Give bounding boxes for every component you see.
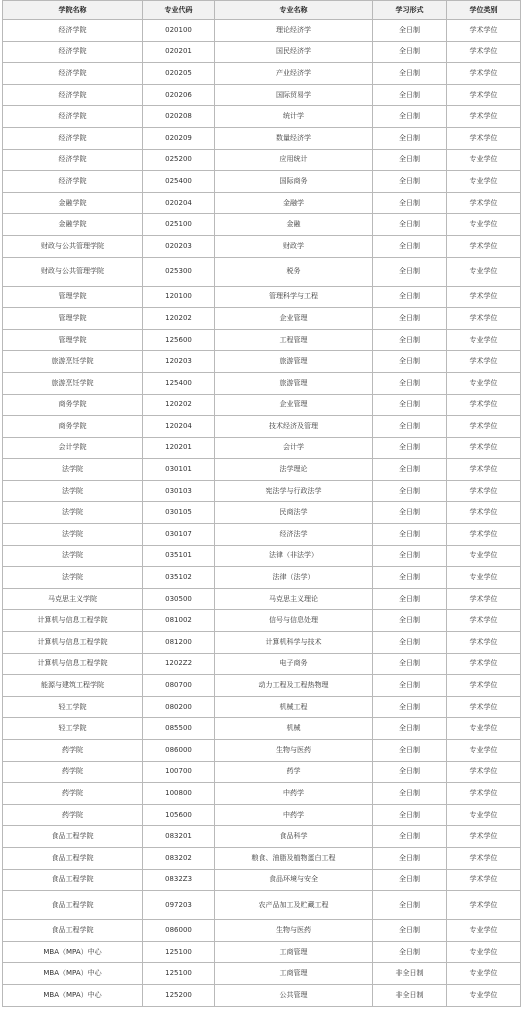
table-row — [3, 171, 521, 193]
study-mode-cell: 全日制 — [373, 20, 447, 42]
major-code-cell: 020203 — [143, 235, 215, 257]
degree-type-header: 学位类别 — [447, 1, 521, 20]
major-name-cell: 国际商务 — [215, 171, 373, 193]
table-row — [3, 826, 521, 848]
study-mode-cell: 全日制 — [373, 84, 447, 106]
table-row — [3, 41, 521, 63]
study-mode-cell: 全日制 — [373, 545, 447, 567]
study-mode-cell: 全日制 — [373, 920, 447, 942]
table-row — [3, 545, 521, 567]
major-name-cell: 农产品加工及贮藏工程 — [215, 891, 373, 920]
major-name-cell: 中药学 — [215, 804, 373, 826]
table-row — [3, 653, 521, 675]
college-cell: 财政与公共管理学院 — [3, 235, 143, 257]
major-code-cell: 080200 — [143, 696, 215, 718]
table-row — [3, 127, 521, 149]
college-cell: 管理学院 — [3, 329, 143, 351]
major-code-cell: 083202 — [143, 847, 215, 869]
major-name-cell: 技术经济及管理 — [215, 416, 373, 438]
study-mode-cell: 全日制 — [373, 524, 447, 546]
degree-type-cell: 专业学位 — [447, 214, 521, 236]
degree-type-cell: 学术学位 — [447, 106, 521, 128]
major-code-cell: 125200 — [143, 984, 215, 1006]
major-code-cell: 020206 — [143, 84, 215, 106]
major-code-cell: 086000 — [143, 920, 215, 942]
degree-type-cell: 学术学位 — [447, 653, 521, 675]
major-code-cell: 020100 — [143, 20, 215, 42]
study-mode-cell: 全日制 — [373, 567, 447, 589]
study-mode-cell: 全日制 — [373, 459, 447, 481]
table-row — [3, 416, 521, 438]
degree-type-cell: 学术学位 — [447, 84, 521, 106]
college-cell: MBA（MPA）中心 — [3, 963, 143, 985]
study-mode-cell: 全日制 — [373, 192, 447, 214]
college-cell: 食品工程学院 — [3, 847, 143, 869]
major-code-cell: 020205 — [143, 63, 215, 85]
major-name-cell: 中药学 — [215, 783, 373, 805]
study-mode-header: 学习形式 — [373, 1, 447, 20]
major-code-cell: 100700 — [143, 761, 215, 783]
table-row — [3, 459, 521, 481]
major-code-cell: 0832Z3 — [143, 869, 215, 891]
college-cell: 会计学院 — [3, 437, 143, 459]
major-code-cell: 120202 — [143, 308, 215, 330]
major-code-cell: 081200 — [143, 632, 215, 654]
study-mode-cell: 全日制 — [373, 696, 447, 718]
table-row — [3, 372, 521, 394]
degree-type-cell: 专业学位 — [447, 567, 521, 589]
table-row — [3, 63, 521, 85]
table-row — [3, 984, 521, 1006]
degree-type-cell: 专业学位 — [447, 149, 521, 171]
degree-type-cell: 学术学位 — [447, 394, 521, 416]
college-cell: 经济学院 — [3, 127, 143, 149]
study-mode-cell: 全日制 — [373, 804, 447, 826]
college-cell: 经济学院 — [3, 171, 143, 193]
study-mode-cell: 全日制 — [373, 869, 447, 891]
major-name-cell: 工程管理 — [215, 329, 373, 351]
college-cell: 财政与公共管理学院 — [3, 257, 143, 286]
college-cell: 经济学院 — [3, 41, 143, 63]
table-row — [3, 675, 521, 697]
major-name-cell: 电子商务 — [215, 653, 373, 675]
major-code-cell: 030500 — [143, 588, 215, 610]
degree-type-cell: 学术学位 — [447, 847, 521, 869]
study-mode-cell: 全日制 — [373, 480, 447, 502]
study-mode-cell: 全日制 — [373, 847, 447, 869]
degree-type-cell: 学术学位 — [447, 610, 521, 632]
major-name-cell: 旅游管理 — [215, 351, 373, 373]
degree-type-cell: 专业学位 — [447, 984, 521, 1006]
college-cell: 法学院 — [3, 459, 143, 481]
majors-table — [2, 0, 521, 1007]
study-mode-cell: 全日制 — [373, 214, 447, 236]
degree-type-cell: 学术学位 — [447, 826, 521, 848]
college-cell: 计算机与信息工程学院 — [3, 632, 143, 654]
study-mode-cell: 全日制 — [373, 826, 447, 848]
major-name-cell: 旅游管理 — [215, 372, 373, 394]
major-name-cell: 法学理论 — [215, 459, 373, 481]
major-name-cell: 法律（非法学） — [215, 545, 373, 567]
major-name-cell: 宪法学与行政法学 — [215, 480, 373, 502]
major-code-cell: 120204 — [143, 416, 215, 438]
degree-type-cell: 学术学位 — [447, 192, 521, 214]
college-cell: 经济学院 — [3, 149, 143, 171]
table-row — [3, 106, 521, 128]
major-name-cell: 金融学 — [215, 192, 373, 214]
study-mode-cell: 全日制 — [373, 235, 447, 257]
college-cell: 法学院 — [3, 480, 143, 502]
degree-type-cell: 学术学位 — [447, 63, 521, 85]
table-row — [3, 783, 521, 805]
college-cell: MBA（MPA）中心 — [3, 941, 143, 963]
study-mode-cell: 全日制 — [373, 394, 447, 416]
degree-type-cell: 学术学位 — [447, 351, 521, 373]
degree-type-cell: 专业学位 — [447, 372, 521, 394]
major-code-cell: 1202Z2 — [143, 653, 215, 675]
major-name-cell: 会计学 — [215, 437, 373, 459]
college-cell: 食品工程学院 — [3, 891, 143, 920]
college-cell: 管理学院 — [3, 308, 143, 330]
major-code-cell: 125100 — [143, 941, 215, 963]
college-cell: 轻工学院 — [3, 696, 143, 718]
study-mode-cell: 全日制 — [373, 308, 447, 330]
major-code-cell: 085500 — [143, 718, 215, 740]
major-code-cell: 030105 — [143, 502, 215, 524]
college-cell: 法学院 — [3, 567, 143, 589]
study-mode-cell: 全日制 — [373, 653, 447, 675]
major-header: 专业名称 — [215, 1, 373, 20]
study-mode-cell: 全日制 — [373, 257, 447, 286]
table-row — [3, 524, 521, 546]
major-name-cell: 粮食、油脂及植物蛋白工程 — [215, 847, 373, 869]
table-row — [3, 502, 521, 524]
study-mode-cell: 全日制 — [373, 891, 447, 920]
college-cell: 计算机与信息工程学院 — [3, 610, 143, 632]
college-cell: 马克思主义学院 — [3, 588, 143, 610]
study-mode-cell: 全日制 — [373, 149, 447, 171]
table-row — [3, 920, 521, 942]
table-row — [3, 588, 521, 610]
major-code-cell: 035101 — [143, 545, 215, 567]
college-cell: 旅游烹饪学院 — [3, 351, 143, 373]
major-name-cell: 理论经济学 — [215, 20, 373, 42]
major-name-cell: 机械工程 — [215, 696, 373, 718]
study-mode-cell: 全日制 — [373, 127, 447, 149]
study-mode-cell: 全日制 — [373, 171, 447, 193]
major-name-cell: 动力工程及工程热物理 — [215, 675, 373, 697]
study-mode-cell: 全日制 — [373, 106, 447, 128]
degree-type-cell: 学术学位 — [447, 869, 521, 891]
table-row — [3, 941, 521, 963]
major-code-cell: 030103 — [143, 480, 215, 502]
study-mode-cell: 全日制 — [373, 632, 447, 654]
major-code-cell: 020208 — [143, 106, 215, 128]
degree-type-cell: 专业学位 — [447, 329, 521, 351]
degree-type-cell: 学术学位 — [447, 127, 521, 149]
degree-type-cell: 学术学位 — [447, 891, 521, 920]
major-name-cell: 企业管理 — [215, 394, 373, 416]
table-row — [3, 257, 521, 286]
degree-type-cell: 专业学位 — [447, 545, 521, 567]
study-mode-cell: 全日制 — [373, 675, 447, 697]
major-name-cell: 信号与信息处理 — [215, 610, 373, 632]
major-name-cell: 数量经济学 — [215, 127, 373, 149]
college-cell: 食品工程学院 — [3, 869, 143, 891]
college-cell: 药学院 — [3, 783, 143, 805]
table-row — [3, 308, 521, 330]
degree-type-cell: 学术学位 — [447, 437, 521, 459]
degree-type-cell: 学术学位 — [447, 502, 521, 524]
major-code-cell: 030107 — [143, 524, 215, 546]
table-row — [3, 847, 521, 869]
college-cell: 计算机与信息工程学院 — [3, 653, 143, 675]
major-name-cell: 财政学 — [215, 235, 373, 257]
study-mode-cell: 全日制 — [373, 437, 447, 459]
major-code-cell: 120201 — [143, 437, 215, 459]
college-cell: 经济学院 — [3, 20, 143, 42]
major-code-cell: 035102 — [143, 567, 215, 589]
table-row — [3, 869, 521, 891]
table-row — [3, 804, 521, 826]
degree-type-cell: 专业学位 — [447, 804, 521, 826]
study-mode-cell: 全日制 — [373, 740, 447, 762]
degree-type-cell: 学术学位 — [447, 761, 521, 783]
table-row — [3, 480, 521, 502]
college-cell: 经济学院 — [3, 84, 143, 106]
degree-type-cell: 学术学位 — [447, 286, 521, 308]
code-header: 专业代码 — [143, 1, 215, 20]
major-name-cell: 食品环境与安全 — [215, 869, 373, 891]
major-code-cell: 125400 — [143, 372, 215, 394]
major-code-cell: 097203 — [143, 891, 215, 920]
table-row — [3, 394, 521, 416]
college-cell: 食品工程学院 — [3, 826, 143, 848]
study-mode-cell: 全日制 — [373, 63, 447, 85]
major-name-cell: 药学 — [215, 761, 373, 783]
table-row — [3, 567, 521, 589]
table-row — [3, 718, 521, 740]
major-code-cell: 025400 — [143, 171, 215, 193]
study-mode-cell: 全日制 — [373, 41, 447, 63]
study-mode-cell: 全日制 — [373, 286, 447, 308]
major-code-cell: 120202 — [143, 394, 215, 416]
major-name-cell: 国民经济学 — [215, 41, 373, 63]
table-row — [3, 761, 521, 783]
study-mode-cell: 全日制 — [373, 502, 447, 524]
major-code-cell: 020204 — [143, 192, 215, 214]
degree-type-cell: 专业学位 — [447, 740, 521, 762]
degree-type-cell: 专业学位 — [447, 718, 521, 740]
table-row — [3, 963, 521, 985]
major-code-cell: 125600 — [143, 329, 215, 351]
major-code-cell: 120203 — [143, 351, 215, 373]
study-mode-cell: 非全日制 — [373, 984, 447, 1006]
major-name-cell: 税务 — [215, 257, 373, 286]
table-row — [3, 192, 521, 214]
major-name-cell: 产业经济学 — [215, 63, 373, 85]
major-name-cell: 工商管理 — [215, 941, 373, 963]
major-code-cell: 120100 — [143, 286, 215, 308]
degree-type-cell: 学术学位 — [447, 632, 521, 654]
study-mode-cell: 全日制 — [373, 610, 447, 632]
table-row — [3, 214, 521, 236]
degree-type-cell: 学术学位 — [447, 588, 521, 610]
degree-type-cell: 学术学位 — [447, 675, 521, 697]
major-name-cell: 工商管理 — [215, 963, 373, 985]
major-code-cell: 100800 — [143, 783, 215, 805]
college-cell: 能源与建筑工程学院 — [3, 675, 143, 697]
major-code-cell: 083201 — [143, 826, 215, 848]
table-row — [3, 610, 521, 632]
study-mode-cell: 全日制 — [373, 761, 447, 783]
major-name-cell: 管理科学与工程 — [215, 286, 373, 308]
college-cell: 商务学院 — [3, 416, 143, 438]
college-cell: 药学院 — [3, 804, 143, 826]
degree-type-cell: 学术学位 — [447, 20, 521, 42]
degree-type-cell: 学术学位 — [447, 480, 521, 502]
major-name-cell: 经济法学 — [215, 524, 373, 546]
study-mode-cell: 全日制 — [373, 941, 447, 963]
major-code-cell: 025200 — [143, 149, 215, 171]
study-mode-cell: 全日制 — [373, 351, 447, 373]
table-row — [3, 20, 521, 42]
table-row — [3, 329, 521, 351]
table-row — [3, 235, 521, 257]
study-mode-cell: 全日制 — [373, 718, 447, 740]
major-name-cell: 马克思主义理论 — [215, 588, 373, 610]
major-name-cell: 国际贸易学 — [215, 84, 373, 106]
major-name-cell: 统计学 — [215, 106, 373, 128]
major-name-cell: 生物与医药 — [215, 740, 373, 762]
major-code-cell: 105600 — [143, 804, 215, 826]
study-mode-cell: 全日制 — [373, 372, 447, 394]
college-cell: 商务学院 — [3, 394, 143, 416]
degree-type-cell: 专业学位 — [447, 171, 521, 193]
major-code-cell: 025300 — [143, 257, 215, 286]
major-name-cell: 民商法学 — [215, 502, 373, 524]
college-header: 学院名称 — [3, 1, 143, 20]
major-name-cell: 生物与医药 — [215, 920, 373, 942]
major-code-cell: 081002 — [143, 610, 215, 632]
degree-type-cell: 学术学位 — [447, 416, 521, 438]
major-code-cell: 030101 — [143, 459, 215, 481]
major-name-cell: 机械 — [215, 718, 373, 740]
college-cell: 药学院 — [3, 761, 143, 783]
table-row — [3, 740, 521, 762]
college-cell: 金融学院 — [3, 214, 143, 236]
study-mode-cell: 全日制 — [373, 783, 447, 805]
major-name-cell: 应用统计 — [215, 149, 373, 171]
college-cell: 药学院 — [3, 740, 143, 762]
table-row — [3, 149, 521, 171]
major-name-cell: 金融 — [215, 214, 373, 236]
table-row — [3, 632, 521, 654]
major-code-cell: 025100 — [143, 214, 215, 236]
degree-type-cell: 专业学位 — [447, 963, 521, 985]
major-code-cell: 080700 — [143, 675, 215, 697]
header-row — [3, 1, 521, 20]
table-header — [3, 1, 521, 20]
major-code-cell: 020201 — [143, 41, 215, 63]
college-cell: 法学院 — [3, 545, 143, 567]
degree-type-cell: 学术学位 — [447, 41, 521, 63]
degree-type-cell: 学术学位 — [447, 308, 521, 330]
college-cell: MBA（MPA）中心 — [3, 984, 143, 1006]
college-cell: 法学院 — [3, 502, 143, 524]
table-row — [3, 351, 521, 373]
degree-type-cell: 学术学位 — [447, 459, 521, 481]
college-cell: 管理学院 — [3, 286, 143, 308]
college-cell: 经济学院 — [3, 63, 143, 85]
major-code-cell: 125100 — [143, 963, 215, 985]
major-name-cell: 企业管理 — [215, 308, 373, 330]
college-cell: 食品工程学院 — [3, 920, 143, 942]
degree-type-cell: 学术学位 — [447, 783, 521, 805]
study-mode-cell: 全日制 — [373, 588, 447, 610]
major-name-cell: 食品科学 — [215, 826, 373, 848]
major-name-cell: 公共管理 — [215, 984, 373, 1006]
table-body — [3, 20, 521, 1007]
table-row — [3, 286, 521, 308]
table-row — [3, 696, 521, 718]
major-code-cell: 020209 — [143, 127, 215, 149]
degree-type-cell: 学术学位 — [447, 235, 521, 257]
study-mode-cell: 非全日制 — [373, 963, 447, 985]
study-mode-cell: 全日制 — [373, 329, 447, 351]
major-name-cell: 计算机科学与技术 — [215, 632, 373, 654]
study-mode-cell: 全日制 — [373, 416, 447, 438]
college-cell: 旅游烹饪学院 — [3, 372, 143, 394]
college-cell: 经济学院 — [3, 106, 143, 128]
table-row — [3, 84, 521, 106]
table-row — [3, 437, 521, 459]
degree-type-cell: 专业学位 — [447, 920, 521, 942]
college-cell: 轻工学院 — [3, 718, 143, 740]
table-row — [3, 891, 521, 920]
degree-type-cell: 学术学位 — [447, 524, 521, 546]
college-cell: 金融学院 — [3, 192, 143, 214]
degree-type-cell: 学术学位 — [447, 696, 521, 718]
major-code-cell: 086000 — [143, 740, 215, 762]
degree-type-cell: 专业学位 — [447, 941, 521, 963]
major-name-cell: 法律（法学） — [215, 567, 373, 589]
college-cell: 法学院 — [3, 524, 143, 546]
degree-type-cell: 专业学位 — [447, 257, 521, 286]
